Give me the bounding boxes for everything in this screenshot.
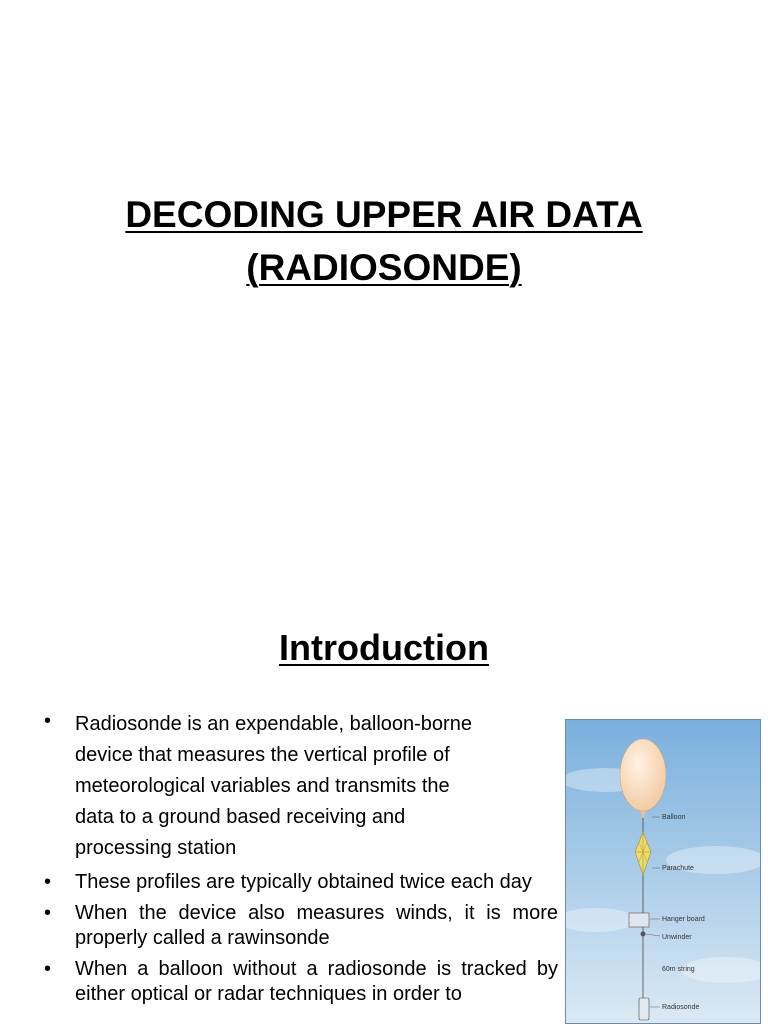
section-heading-text: Introduction <box>279 627 489 668</box>
hanger-board-icon <box>629 913 649 927</box>
bullet-line: device that measures the vertical profile of <box>75 744 450 766</box>
label-string: 60m string <box>662 966 695 973</box>
label-radiosonde: Radiosonde <box>662 1004 700 1011</box>
bullet-list <box>44 709 558 1013</box>
bullet-marker: • <box>44 902 52 924</box>
radiosonde-diagram-svg <box>566 720 760 1023</box>
slide-title <box>0 188 768 294</box>
title-line-2: (RADIOSONDE) <box>246 247 522 288</box>
balloon-icon <box>620 739 666 811</box>
bullet-marker: • <box>44 710 52 732</box>
label-balloon: Balloon <box>662 814 686 821</box>
unwinder-icon <box>641 932 646 937</box>
radiosonde-diagram <box>565 719 761 1024</box>
bullet-line: meteorological variables and transmits the <box>75 775 450 797</box>
title-line-1: DECODING UPPER AIR DATA <box>125 194 643 235</box>
label-parachute: Parachute <box>662 865 694 872</box>
bullet-item <box>44 870 558 895</box>
bullet-item <box>44 957 558 1007</box>
label-unwinder: Unwinder <box>662 934 692 941</box>
label-hanger-board: Hanger board <box>662 916 705 923</box>
bullet-line: data to a ground based receiving and <box>75 806 406 828</box>
bullet-text: When the device also measures winds, it is more properly called a rawinsonde <box>75 902 558 949</box>
bullet-marker: • <box>44 871 52 893</box>
bullet-text: These profiles are typically obtained twice each day <box>75 871 532 893</box>
bullet-line: processing station <box>75 837 237 859</box>
bullet-text: When a balloon without a radiosonde is tracked by either optical or radar techniques in order to <box>75 958 558 1005</box>
radiosonde-box-icon <box>639 998 649 1020</box>
bullet-marker: • <box>44 958 52 980</box>
bullet-text <box>75 709 558 864</box>
bullet-item <box>44 901 558 951</box>
bullet-line: Radiosonde is an expendable, balloon-borne <box>75 713 472 735</box>
section-heading <box>0 624 768 672</box>
bullet-item <box>44 709 558 864</box>
